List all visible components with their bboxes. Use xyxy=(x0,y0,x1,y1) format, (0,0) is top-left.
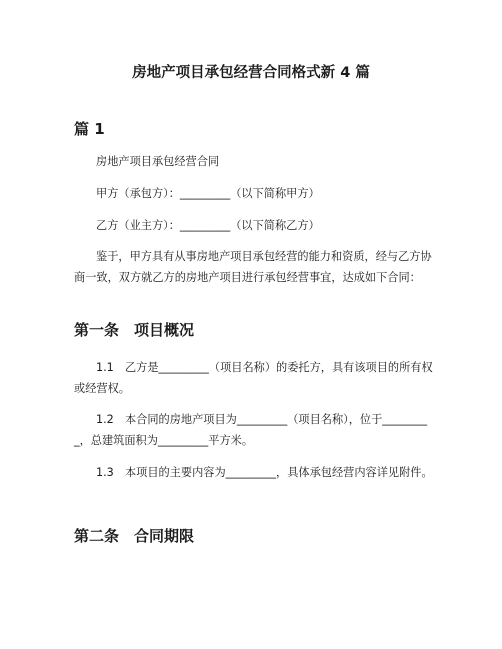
preamble-paragraph: 鉴于，甲方具有从事房地产项目承包经营的能力和资质，经与乙方协商一致，双方就乙方的房地产项目进行承包经营事宜，达成如下合同： xyxy=(74,250,432,284)
clause-1-2: 1.2 本合同的房地产项目为_________（项目名称），位于_________，总建筑面积为_________平方米。 xyxy=(74,413,428,447)
part-heading: 篇 1 xyxy=(74,120,105,138)
clause-1-1: 1.1 乙方是_________（项目名称）的委托方，具有该项目的所有权或经营权。 xyxy=(74,361,433,395)
party-a-paragraph: 甲方（承包方）：_________（以下简称甲方） xyxy=(96,187,320,200)
clause-1-3: 1.3 本项目的主要内容为_________，具体承包经营内容详见附件。 xyxy=(96,466,433,479)
party-b-paragraph: 乙方（业主方）：_________（以下简称乙方） xyxy=(96,219,320,232)
article-2-heading: 第二条 合同期限 xyxy=(74,527,195,545)
contract-name-paragraph: 房地产项目承包经营合同 xyxy=(96,155,220,168)
document-title: 房地产项目承包经营合同格式新 4 篇 xyxy=(132,65,370,81)
article-1-heading: 第一条 项目概况 xyxy=(74,321,195,339)
